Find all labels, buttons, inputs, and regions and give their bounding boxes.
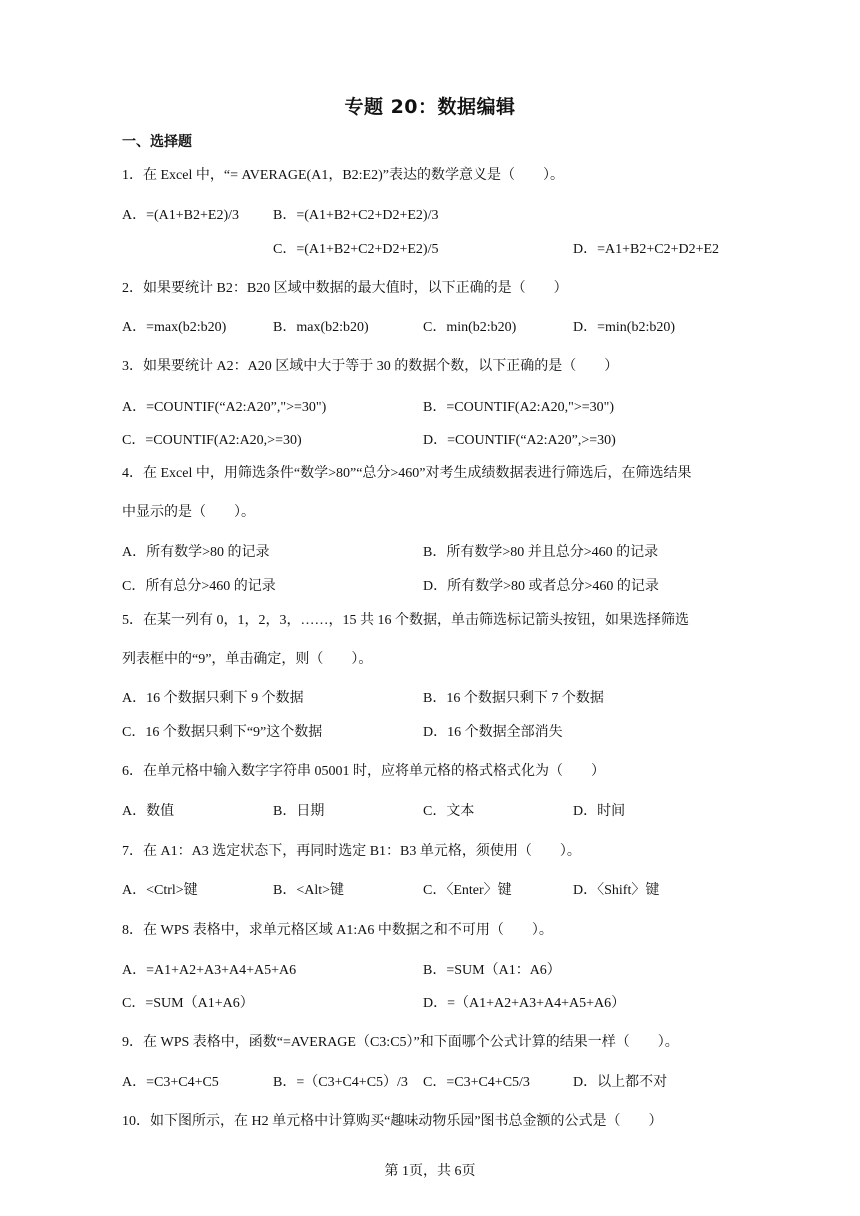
question-5-stem-line-2: 列表框中的“9”，单击确定，则（ ）。 [122,652,373,667]
question-4-stem-line-1: 4．在 Excel 中，用筛选条件“数学>80”“总分>460”对考生成绩数据表进行筛选后，在筛选结果 [122,466,692,481]
question-2-option-d: D．=min(b2:b20) [573,320,675,335]
question-8-stem: 8．在 WPS 表格中，求单元格区域 A1:A6 中数据之和不可用（ ）。 [122,923,553,938]
question-3-option-a: A．=COUNTIF(“A2:A20”,">=30") [122,400,327,415]
question-3-option-d: D．=COUNTIF(“A2:A20”,>=30) [423,433,616,448]
question-1-option-b: B．=(A1+B2+C2+D2+E2)/3 [273,208,439,223]
question-9-option-b: B．=（C3+C4+C5）/3 [273,1075,408,1090]
question-1-option-d: D．=A1+B2+C2+D2+E2 [573,242,720,257]
question-8-option-a: A．=A1+A2+A3+A4+A5+A6 [122,963,297,978]
question-2-option-b: B．max(b2:b20) [273,320,369,335]
question-5-option-d: D．16 个数据全部消失 [423,725,563,740]
question-9-option-c: C．=C3+C4+C5/3 [423,1075,530,1090]
question-5-option-a: A．16 个数据只剩下 9 个数据 [122,691,304,706]
question-8-option-d: D．=（A1+A2+A3+A4+A5+A6） [423,996,626,1011]
question-6-option-b: B．日期 [273,804,325,819]
question-4-option-d: D．所有数学>80 或者总分>460 的记录 [423,579,659,594]
question-5-stem-line-1: 5．在某一列有 0，1，2，3，……，15 共 16 个数据，单击筛选标记箭头按钮，如果选择筛选 [122,613,689,628]
question-4-option-a: A．所有数学>80 的记录 [122,545,270,560]
question-6-stem: 6．在单元格中输入数字字符串 05001 时，应将单元格的格式格式化为（ ） [122,764,605,779]
question-7-option-a: A．<Ctrl>键 [122,883,198,898]
question-4-stem-line-2: 中显示的是（ ）。 [122,505,255,520]
question-7-stem: 7．在 A1：A3 选定状态下，再同时选定 B1：B3 单元格，须使用（ ）。 [122,844,581,859]
question-9-option-a: A．=C3+C4+C5 [122,1075,219,1090]
question-6-option-c: C．文本 [423,804,475,819]
question-1-option-a: A．=(A1+B2+E2)/3 [122,208,240,223]
question-8-option-b: B．=SUM（A1：A6） [423,963,561,978]
question-6-option-a: A．数值 [122,804,175,819]
question-4-option-b: B．所有数学>80 并且总分>460 的记录 [423,545,659,560]
question-5-option-b: B．16 个数据只剩下 7 个数据 [423,691,604,706]
question-1-option-c: C．=(A1+B2+C2+D2+E2)/5 [273,242,439,257]
question-7-option-d: D．〈Shift〉键 [573,883,660,898]
question-3-stem: 3．如果要统计 A2：A20 区域中大于等于 30 的数据个数，以下正确的是（ ） [122,359,619,374]
question-1-stem: 1．在 Excel 中，“= AVERAGE(A1，B2:E2)”表达的数学意义是（ ）。 [122,168,564,183]
question-8-option-c: C．=SUM（A1+A6） [122,996,254,1011]
section-heading: 一、选择题 [122,134,192,150]
question-3-option-b: B．=COUNTIF(A2:A20,">=30") [423,400,615,415]
question-7-option-b: B．<Alt>键 [273,883,345,898]
question-3-option-c: C．=COUNTIF(A2:A20,>=30) [122,433,302,448]
question-9-option-d: D．以上都不对 [573,1075,668,1090]
question-2-option-c: C．min(b2:b20) [423,320,517,335]
question-10-stem: 10．如下图所示，在 H2 单元格中计算购买“趣味动物乐园”图书总金额的公式是（ ） [122,1114,663,1129]
question-2-option-a: A．=max(b2:b20) [122,320,227,335]
question-4-option-c: C．所有总分>460 的记录 [122,579,276,594]
question-9-stem: 9．在 WPS 表格中，函数“=AVERAGE（C3:C5）”和下面哪个公式计算的结果一样（ ）。 [122,1035,679,1050]
question-6-option-d: D．时间 [573,804,626,819]
question-2-stem: 2．如果要统计 B2：B20 区域中数据的最大值时，以下正确的是（ ） [122,281,568,296]
question-5-option-c: C．16 个数据只剩下“9”这个数据 [122,725,323,740]
page-footer: 第 1页，共 6页 [384,1164,476,1179]
question-7-option-c: C．〈Enter〉键 [423,883,512,898]
page-title: 专题 20：数据编辑 [344,96,516,118]
